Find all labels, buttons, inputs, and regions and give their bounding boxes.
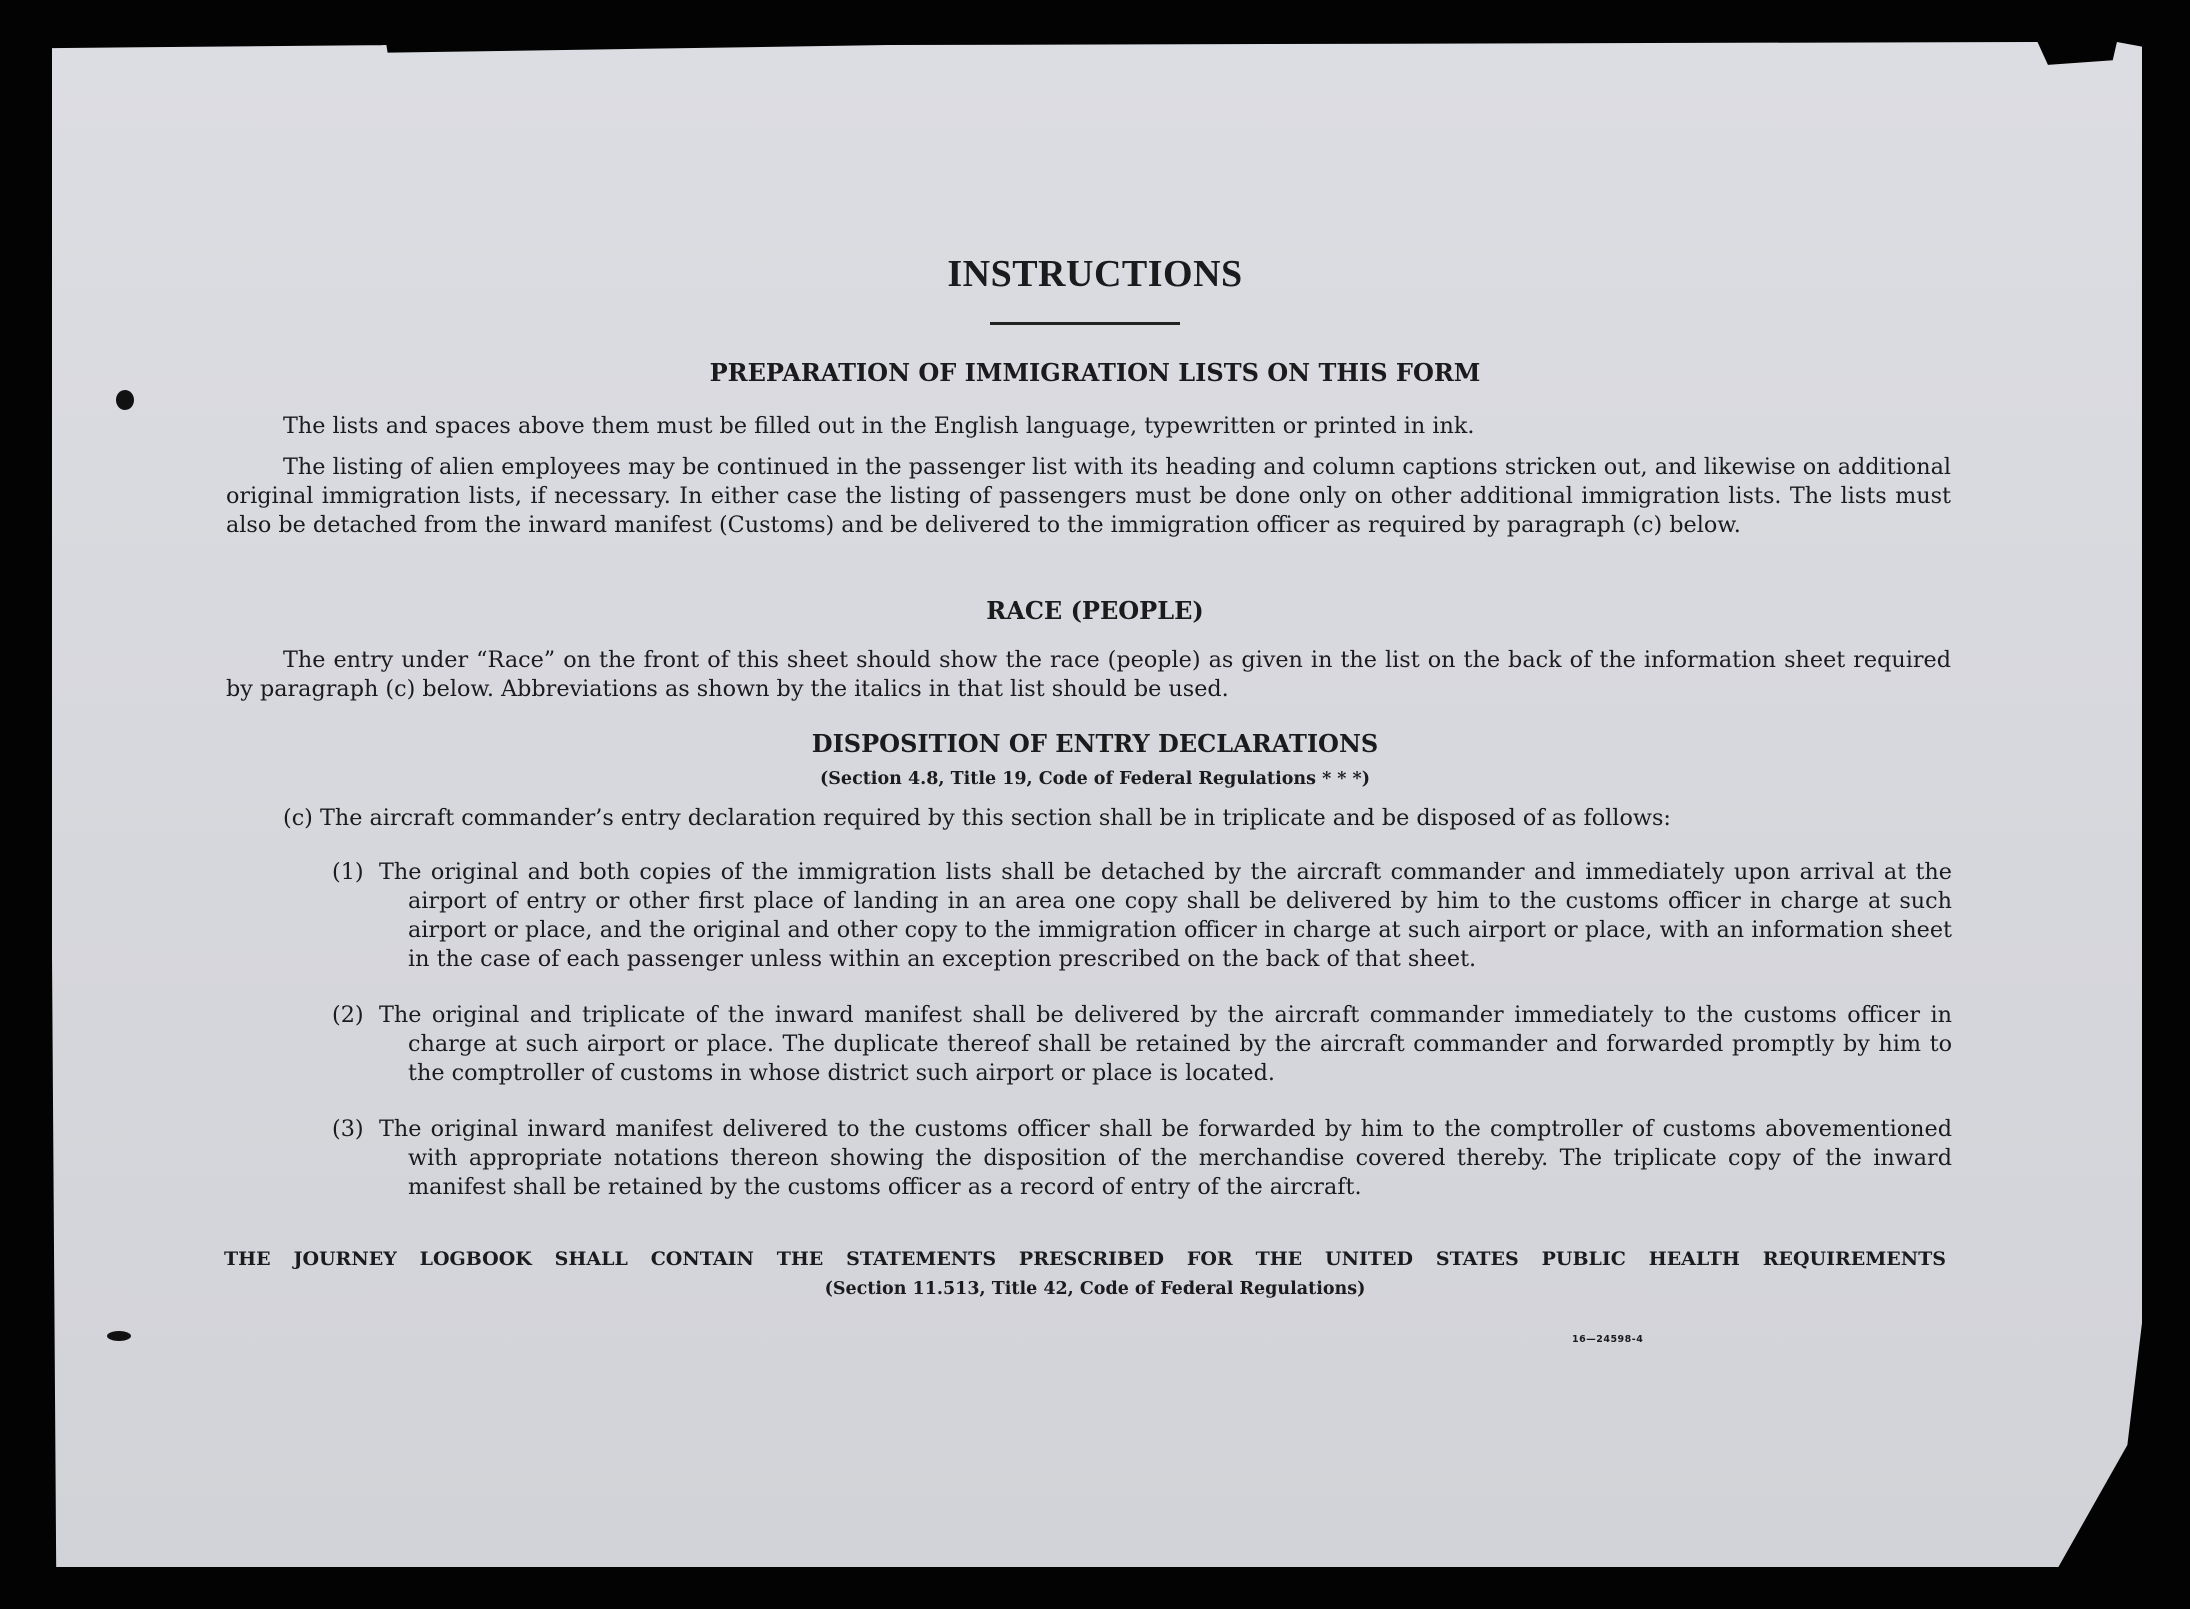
preparation-heading: PREPARATION OF IMMIGRATION LISTS ON THIS FORM (709, 358, 1481, 387)
item-text: The original inward manifest delivered to the customs officer shall be forwarded by him to the comptroller of customs abovementioned with appropriate notations thereon showing the disposition of the merchandise covered thereby. The triplicate copy of the inward manifest shall be retained by the customs officer as a record of entry of the aircraft. (379, 1116, 1952, 1200)
item-text: The original and both copies of the immigration lists shall be detached by the aircraft commander and immediately upon arrival at the airport of entry or other first place of landing in an area one copy shall be delivered by him to the customs officer in charge at such airport or place, and the original and other copy to the immigration officer in charge at such airport or place, with an information sheet in the case of each passenger unless within an exception prescribed on the back of that sheet. (379, 859, 1952, 972)
race-paragraph: The entry under “Race” on the front of this sheet should show the race (people) as given in the list on the back of the information sheet required by paragraph (c) below. Abbreviations as shown by the italics in that list should be used. (226, 647, 1951, 702)
race-heading: RACE (PEOPLE) (986, 596, 1204, 625)
page-title: INSTRUCTIONS (947, 253, 1243, 295)
item-text: The original and triplicate of the inward manifest shall be delivered by the aircraft commander immediately to the customs officer in charge at such airport or place. The duplicate thereof shall be retained by the aircraft commander and forwarded promptly by him to the comptroller of customs in whose district such airport or place is located. (379, 1002, 1952, 1086)
disposition-citation: (Section 4.8, Title 19, Code of Federal Regulations * * *) (820, 769, 1370, 789)
disposition-heading: DISPOSITION OF ENTRY DECLARATIONS (811, 729, 1379, 758)
item-number: (3) (332, 1116, 364, 1142)
disposition-item-1 (332, 858, 1952, 974)
disposition-intro: (c) The aircraft commander’s entry declaration required by this section shall be in triplicate and be disposed of as follows: (283, 805, 1671, 831)
public-health-statement: THE JOURNEY LOGBOOK SHALL CONTAIN THE STATEMENTS PRESCRIBED FOR THE UNITED STATES PUBLIC HEALTH REQUIREMENTS (224, 1248, 1946, 1270)
item-number: (1) (332, 859, 364, 885)
form-number: 16—24598-4 (1572, 1334, 1644, 1345)
item-number: (2) (332, 1002, 364, 1028)
disposition-item-2 (332, 1001, 1952, 1088)
preparation-paragraph-2: The listing of alien employees may be continued in the passenger list with its heading and column captions stricken out, and likewise on additional original immigration lists, if necessary. In either case the listing of passengers must be done only on other additional immigration lists. The lists must also be detached from the inward manifest (Customs) and be delivered to the immigration officer as required by paragraph (c) below. (226, 454, 1951, 538)
disposition-item-3 (332, 1115, 1952, 1202)
public-health-citation: (Section 11.513, Title 42, Code of Federal Regulations) (824, 1279, 1366, 1299)
preparation-paragraph-1: The lists and spaces above them must be filled out in the English language, typewritten or printed in ink. (283, 413, 1475, 439)
title-underline (990, 322, 1180, 325)
